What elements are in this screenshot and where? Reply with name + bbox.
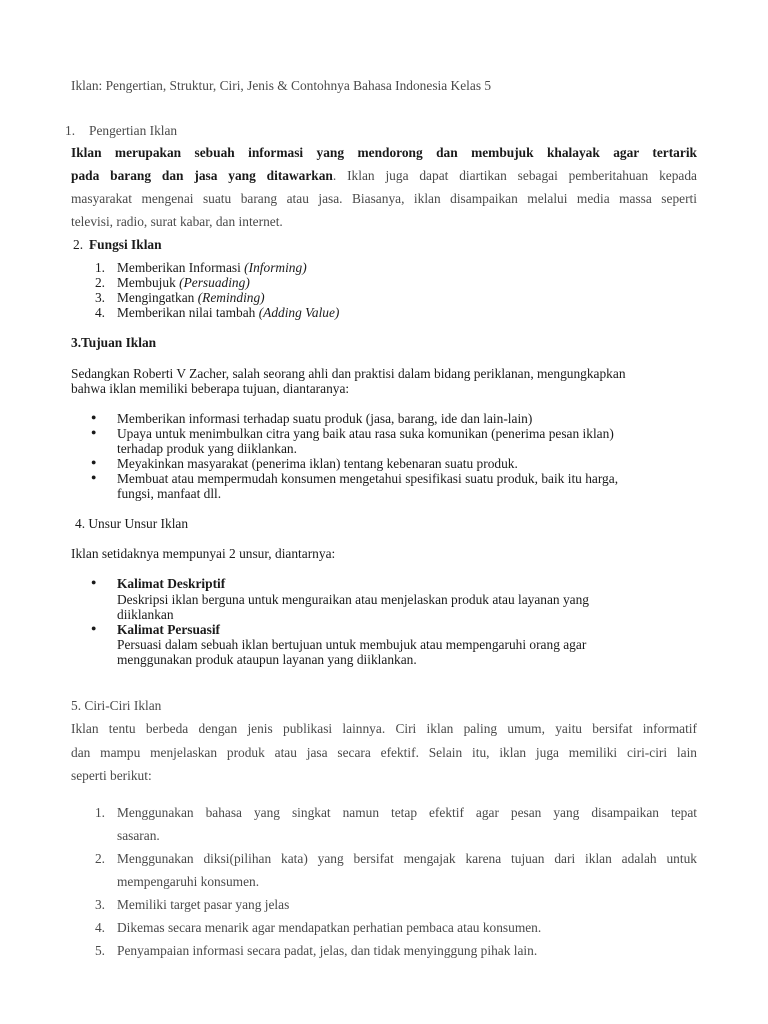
tujuan-item-continued: terhadap produk yang diiklankan. (117, 441, 297, 456)
bullet-icon: ● (91, 427, 97, 437)
bullet-icon: ● (91, 472, 97, 482)
section-2-heading: Fungsi Iklan (89, 237, 162, 252)
ciri-item: Menggunakan bahasa yang singkat namun tetap efektif agar pesan yang disampaikan tepat (117, 805, 697, 820)
fungsi-item: Memberikan Informasi (Informing) (117, 260, 307, 275)
unsur-description: Deskripsi iklan berguna untuk menguraikan atau menjelaskan produk atau layanan yang (117, 592, 589, 607)
unsur-title: Kalimat Deskriptif (117, 576, 226, 591)
section-5-paragraph-line: Iklan tentu berbeda dengan jenis publikasi lainnya. Ciri iklan paling umum, yaitu bersifat informatif (71, 721, 697, 736)
bullet-icon: ● (91, 412, 97, 422)
ciri-item-continued: sasaran. (117, 828, 160, 843)
fungsi-item: Membujuk (Persuading) (117, 275, 250, 290)
fungsi-item: Memberikan nilai tambah (Adding Value) (117, 305, 340, 320)
fungsi-number: 2. (94, 275, 105, 290)
section-1-line-2 (71, 168, 697, 184)
ciri-item: Menggunakan diksi(pilihan kata) yang bersifat mengajak karena tujuan dari iklan adalah untuk (117, 851, 697, 866)
section-5-paragraph-line: dan mampu menjelaskan produk atau jasa secara efektif. Selain itu, iklan juga memiliki ciri-ciri lain (71, 745, 697, 760)
section-2-number: 2. (73, 237, 84, 252)
section-5-paragraph-line: seperti berikut: (71, 768, 152, 783)
fungsi-number: 1. (94, 260, 105, 275)
section-1-line-2-rest: . Iklan juga dapat diartikan sebagai pemberitahuan kepada (332, 168, 697, 183)
unsur-title: Kalimat Persuasif (117, 622, 221, 637)
ciri-item: Dikemas secara menarik agar mendapatkan perhatian pembaca atau konsumen. (117, 920, 542, 935)
section-1-line-1: Iklan merupakan sebuah informasi yang mendorong dan membujuk khalayak agar tertarik (71, 145, 697, 160)
section-1-bold-phrase: pada barang dan jasa yang ditawarkan (71, 168, 333, 183)
document-title: Iklan: Pengertian, Struktur, Ciri, Jenis & Contohnya Bahasa Indonesia Kelas 5 (71, 78, 492, 93)
section-3-intro-2: bahwa iklan memiliki beberapa tujuan, diantaranya: (71, 381, 350, 396)
bullet-icon: ● (91, 457, 97, 467)
tujuan-item: Membuat atau mempermudah konsumen mengetahui spesifikasi suatu produk, baik itu harga, (117, 471, 619, 486)
unsur-description: diiklankan (117, 607, 174, 622)
section-1-heading: Pengertian Iklan (89, 123, 178, 138)
ciri-item-continued: mempengaruhi konsumen. (117, 874, 260, 889)
fungsi-number: 3. (94, 290, 105, 305)
fungsi-number: 4. (94, 305, 105, 320)
bullet-icon: ● (91, 577, 97, 587)
section-1-line-4: televisi, radio, surat kabar, dan internet. (71, 214, 283, 229)
ciri-number: 4. (94, 920, 105, 935)
ciri-number: 1. (94, 805, 105, 820)
section-5-heading: 5. Ciri-Ciri Iklan (71, 698, 162, 713)
section-3-heading: 3.Tujuan Iklan (71, 335, 157, 350)
ciri-item: Penyampaian informasi secara padat, jelas, dan tidak menyinggung pihak lain. (117, 943, 538, 958)
unsur-description: Persuasi dalam sebuah iklan bertujuan untuk membujuk atau mempengaruhi orang agar (117, 637, 587, 652)
tujuan-item: Meyakinkan masyarakat (penerima iklan) tentang kebenaran suatu produk. (117, 456, 518, 471)
section-3-intro-1: Sedangkan Roberti V Zacher, salah seorang ahli dan praktisi dalam bidang periklanan, mengungkapkan (71, 366, 626, 381)
tujuan-item-continued: fungsi, manfaat dll. (117, 486, 222, 501)
section-4-intro: Iklan setidaknya mempunyai 2 unsur, diantarnya: (71, 546, 336, 561)
bullet-icon: ● (91, 623, 97, 633)
tujuan-item: Upaya untuk menimbulkan citra yang baik atau rasa suka komunikan (penerima pesan iklan) (117, 426, 614, 441)
ciri-item: Memiliki target pasar yang jelas (117, 897, 290, 912)
section-1-line-3: masyarakat mengenai suatu barang atau jasa. Biasanya, iklan disampaikan melalui media massa seperti (71, 191, 697, 206)
fungsi-item: Mengingatkan (Reminding) (117, 290, 265, 305)
ciri-number: 2. (94, 851, 105, 866)
tujuan-item: Memberikan informasi terhadap suatu produk (jasa, barang, ide dan lain-lain) (117, 411, 533, 426)
ciri-number: 3. (94, 897, 105, 912)
unsur-description: menggunakan produk ataupun layanan yang diiklankan. (117, 652, 417, 667)
ciri-number: 5. (94, 943, 105, 958)
section-4-heading: 4. Unsur Unsur Iklan (75, 516, 189, 531)
section-1-number: 1. (65, 123, 76, 138)
